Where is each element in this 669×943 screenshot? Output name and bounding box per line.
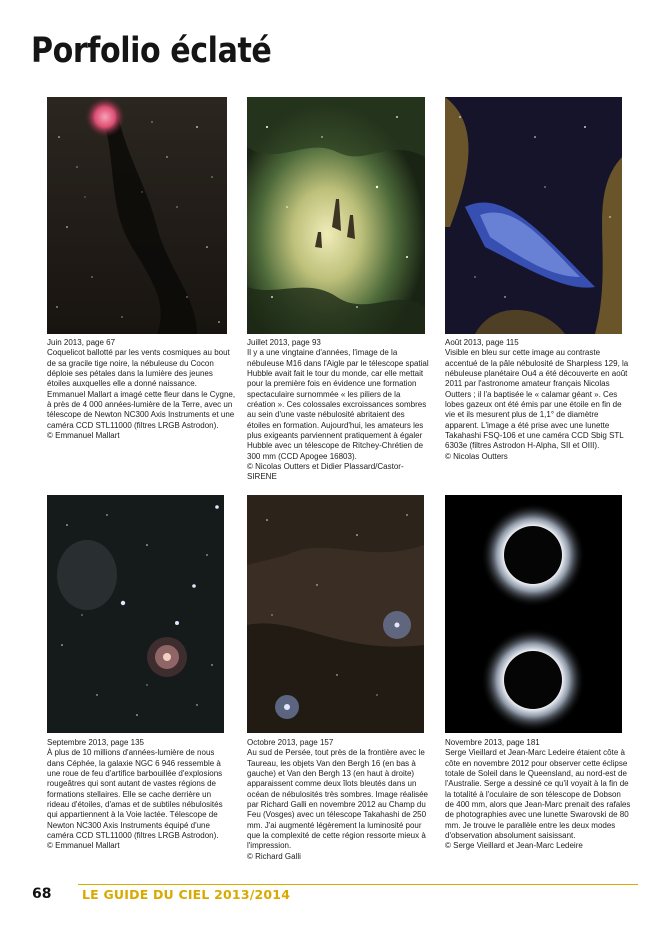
- caption-heading: Août 2013, page 115: [445, 338, 519, 347]
- squid-nebula-photo: [445, 97, 622, 334]
- publication-title: LE GUIDE DU CIEL 2013/2014: [82, 887, 291, 902]
- vdb-nebulae-photo: [247, 495, 424, 733]
- photo-credit: © Nicolas Outters et Didier Plassard/Castor-SIRENE: [247, 462, 404, 482]
- caption-text: Serge Vieillard et Jean-Marc Ledeire étaient côte à côte en novembre 2012 pour observer cette éclipse totale de Soleil dans le Queensland, au nord-est de l'Australie. Serge a dessiné ce qu'il voyait à la fin de la totalité à l'oculaire de son télescope de Dobson de 400 mm, alors que Jean-Marc prenait des rafales de photographies avec une lunette Swarovski de 80 mm. Je trouve le parallèle entre les deux modes d'observation absolument saisissant.: [445, 748, 631, 841]
- caption-october: [247, 738, 429, 862]
- caption-july: [247, 338, 429, 483]
- ngc6946-galaxy-photo: [47, 495, 224, 733]
- caption-september: [47, 738, 232, 852]
- caption-june: [47, 338, 237, 441]
- caption-heading: Juillet 2013, page 93: [247, 338, 321, 347]
- photo-credit: © Emmanuel Mallart: [47, 431, 120, 441]
- photo-credit: © Emmanuel Mallart: [47, 841, 120, 851]
- page-title: Porfolio éclaté: [31, 31, 272, 71]
- photo-credit: © Richard Galli: [247, 851, 301, 861]
- caption-text: Il y a une vingtaine d'années, l'image de la nébuleuse M16 dans l'Aigle par le télescope spatial Hubble avait fait le tour du monde, car elle mettait pour la première fois en évidence une formation spectaculaire surnommée « les piliers de la création ». Ces colossales excroissances sombres au sein d'une vaste nébulosité abritaient des étoiles en formation. Aujourd'hui, les amateurs les plus exigeants parviennent pratiquement à égaler Hubble avec un télescope de Ritchey-Chrétien de 300 mm (CCD Apogee 16803).: [247, 348, 429, 461]
- caption-text: À plus de 10 millions d'années-lumière de nous dans Céphée, la galaxie NGC 6 946 ressemble à une roue de feu d'artifice barbouillée d'explosions rougeâtres qui sont autant de vastes régions de formations stellaires. Elle se cache derrière un rideau d'étoiles, d'amas et de subtiles nébulosités qui appartiennent à la Voie lactée. Télescope de Newton NC300 Axis Instruments équipé d'une caméra CCD STL11000 (filtres LRGB Astrodon).: [47, 748, 223, 841]
- eagle-nebula-photo: [247, 97, 425, 334]
- caption-november: [445, 738, 631, 852]
- caption-heading: Septembre 2013, page 135: [47, 738, 144, 747]
- caption-heading: Novembre 2013, page 181: [445, 738, 540, 747]
- caption-text: Visible en bleu sur cette image au contraste accentué de la pâle nébulosité de Sharpless 129, la nébuleuse planétaire Ou4 a été découverte en août 2011 par l'astronome amateur français Nicolas Outters ; il l'a baptisée le « calamar géant ». Ces lobes gazeux ont été émis par une étoile en fin de vie et ils mesurent plus de 1,1° de diamètre apparent. L'image a été prise avec une lunette Takahashi FSQ-106 et une caméra CCD Sbig STL 6303e (filtres Astrodon H-Alpha, SII et OIII).: [445, 348, 629, 451]
- footer-rule: [78, 884, 638, 885]
- caption-august: [445, 338, 630, 462]
- caption-heading: Octobre 2013, page 157: [247, 738, 334, 747]
- caption-heading: Juin 2013, page 67: [47, 338, 116, 347]
- caption-text: Au sud de Persée, tout près de la frontière avec le Taureau, les objets Van den Bergh 16 (en bas à gauche) et Van den Bergh 13 (en haut à droite) apparaissent comme deux îlots bleutés dans un océan de nébulosités très sombres. Image réalisée par Richard Galli en novembre 2012 au Champ du Feu (Vosges) avec un télescope Takahashi de 250 mm. J'ai augmenté légèrement la luminosité pour que la complexité de cette région ressorte mieux à l'impression.: [247, 748, 428, 851]
- photo-credit: © Serge Vieillard et Jean-Marc Ledeire: [445, 841, 583, 851]
- cocoon-nebula-photo: [47, 97, 227, 334]
- caption-text: Coquelicot ballotté par les vents cosmiques au bout de sa gracile tige noire, la nébuleuse du Cocon déploie ses pétales dans la lumière des jeunes étoiles auxquelles elle a donné naissance. Emmanuel Mallart a imagé cette fleur dans le Cygne, à près de 4 000 années-lumière de la Terre, avec un télescope de Newton NC300 Axis Instruments et une caméra CCD STL11000 (filtres LRGB Astrodon).: [47, 348, 236, 430]
- solar-eclipse-photo: [445, 495, 622, 733]
- photo-credit: © Nicolas Outters: [445, 451, 508, 461]
- page-number: 68: [32, 886, 52, 902]
